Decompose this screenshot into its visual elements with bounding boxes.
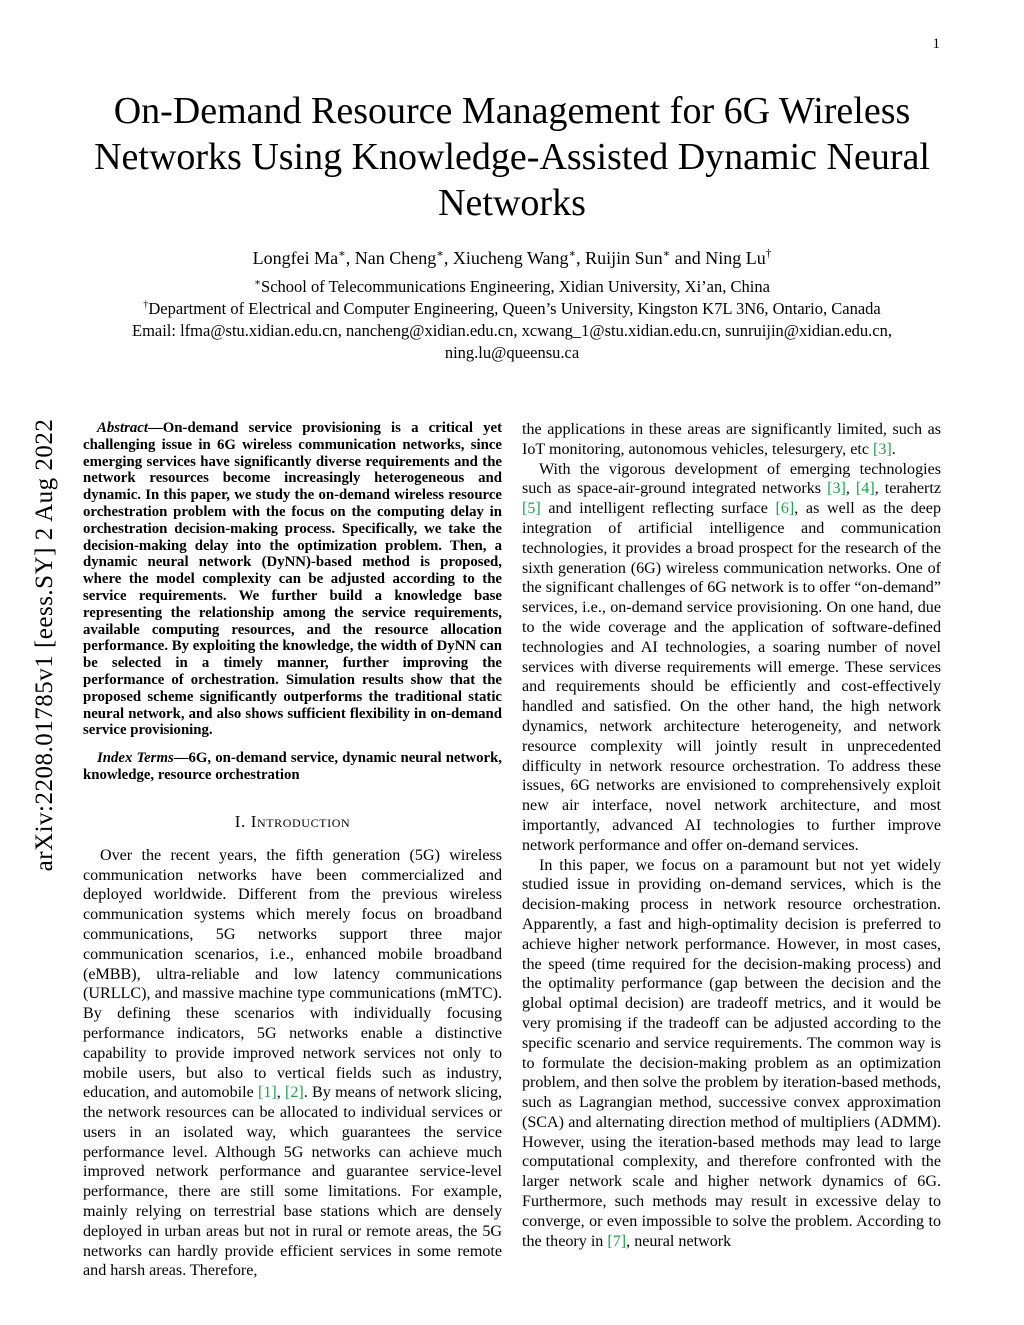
paper-title: On-Demand Resource Management for 6G Wireless Networks Using Knowledge-Assisted Dynamic Neural Networks bbox=[94, 90, 930, 224]
citation-link[interactable]: [5] bbox=[522, 500, 541, 518]
superscript-marker: † bbox=[765, 248, 772, 260]
citation-link[interactable]: [3] bbox=[827, 480, 846, 498]
affiliation-line-1: ∗School of Telecommunications Engineering, Xidian University, Xi’an, China bbox=[254, 277, 770, 296]
two-column-body bbox=[83, 420, 941, 1281]
abstract-label: Abstract bbox=[97, 420, 148, 436]
superscript-marker: ∗ bbox=[254, 277, 262, 289]
citation-link[interactable]: [2] bbox=[285, 1084, 304, 1102]
superscript-marker: ∗ bbox=[338, 248, 346, 260]
author-line: Longfei Ma∗, Nan Cheng∗, Xiucheng Wang∗, Ruijin Sun∗ and Ning Lu† bbox=[252, 248, 772, 268]
index-terms-text: —6G, on-demand service, dynamic neural network, knowledge, resource orchestration bbox=[83, 750, 502, 783]
right-column bbox=[522, 420, 941, 1281]
abstract bbox=[83, 420, 502, 739]
intro-paragraph-2: With the vigorous development of emerging technologies such as space-air-ground integrated networks [3], [4], terahertz [5] and intelligent reflecting surface [6], as well as the deep integration of artificial intelligence and communication technologies, it provides a broad prospect for the research of the sixth generation (6G) wireless communication networks. One of the significant challenges of 6G network is to offer “on-demand” services, i.e., on-demand service provisioning. On one hand, due to the wide coverage and the application of software-defined technologies and AI technologies, a soaring number of novel services with diverse requirements will emerge. These services and requirements should be efficiently and cost-effectively handled and satisfied. On the other hand, the high network dynamics, network architecture heterogeneity, and network resource complexity will jointly result in unprecedented difficulty in network resource orchestration. To address these issues, 6G networks are envisioned to comprehensively exploit new air interface, novel network architecture, and most importantly, advanced AI technologies to further improve network performance and offer on-demand services. bbox=[522, 460, 942, 854]
citation-link[interactable]: [4] bbox=[855, 480, 875, 498]
intro-paragraph-left: Over the recent years, the fifth generation (5G) wireless communication networks have been commercialized and deployed worldwide. Different from the previous wireless communication systems which merely focus on broadband communications, 5G networks support three major communication scenarios, i.e., enhanced mobile broadband (eMBB), ultra-reliable and low latency communications (URLLC), and massive machine type communications (mMTC). By defining these scenarios with individually focusing performance indicators, 5G networks enable a distinctive capability to provide improved network services not only to mobile users, but also to vertical fields such as industry, education, and automobile [1], [2]. By means of network slicing, the network resources can be allocated to individual services or users in an isolated way, which guarantees the service performance level. Although 5G networks can achieve much improved network performance and guarantee service-level performance, there are still some limitations. For example, mainly relying on terrestrial base stations which are densely deployed in urban areas but not in rural or remote areas, the 5G networks can hardly provide efficient services in some remote and harsh areas. Therefore, bbox=[83, 846, 503, 1280]
arxiv-watermark: arXiv:2208.01785v1 [eess.SY] 2 Aug 2022 bbox=[31, 418, 58, 872]
superscript-marker: † bbox=[143, 299, 149, 311]
citation-link[interactable]: [7] bbox=[607, 1232, 627, 1250]
page-number: 1 bbox=[932, 36, 940, 52]
intro-paragraph-3: In this paper, we focus on a paramount but not yet widely studied issue in providing on-demand services, which is the decision-making process in network resource orchestration. Apparently, a fast and high-optimality decision is preferred to achieve higher network performance. However, in most cases, the speed (time required for the decision-making process) and the optimality performance (gap between the decision and the global optimal decision) are tradeoff metrics, and it would be very promising if the tradeoff can be adjusted according to the specific scenario and service requirements. The common way is to formulate the decision-making problem as an optimization problem, and then solve the problem by iteration-based methods, such as Lagrangian method, successive convex approximation (SCA) and alternating direction method of multipliers (ADMM). However, using the iteration-based methods may lead to large computational complexity, and therefore confronted with the larger network scale and higher network dynamics of 6G. Furthermore, such methods may result in excessive delay to converge, or even impossible to solve the problem. According to the theory in [7], neural network bbox=[522, 856, 941, 1250]
index-terms bbox=[83, 750, 502, 784]
email-line: Email: lfma@stu.xidian.edu.cn, nancheng@xidian.edu.cn, xcwang_1@stu.xidian.edu.cn, sunruijin@xidian.edu.cn, ning.lu@queensu.ca bbox=[131, 321, 893, 362]
index-terms-label: Index Terms bbox=[97, 750, 174, 767]
superscript-marker: ∗ bbox=[662, 248, 671, 260]
left-column bbox=[83, 420, 502, 1281]
abstract-text: —On-demand service provisioning is a critical yet challenging issue in 6G wireless communication networks, since emerging services have significantly diverse requirements and the network resources become increasingly heterogeneous and dynamic. In this paper, we study the on-demand wireless resource orchestration problem with the focus on the computing delay in orchestration decision-making process. Specifically, we take the decision-making delay into the optimization problem. Then, a dynamic neural network (DyNN)-based method is proposed, where the model complexity can be adjusted according to the service requirements. We further build a knowledge base representing the relationship among the service requirements, available computing resources, and the resource allocation performance. By exploiting the knowledge, the width of DyNN can be selected in a timely manner, further improving the performance of orchestration. Simulation results show that the proposed scheme significantly outperforms the traditional static neural network, and also shows sufficient flexibility in on-demand service provisioning. bbox=[83, 420, 502, 739]
superscript-marker: ∗ bbox=[436, 248, 444, 260]
citation-link[interactable]: [3] bbox=[873, 440, 892, 458]
paper-content bbox=[83, 88, 941, 1281]
citation-link[interactable]: [6] bbox=[775, 500, 795, 518]
intro-paragraph-continuation: the applications in these areas are significantly limited, such as IoT monitoring, autonomous vehicles, telesurgery, etc [3]. bbox=[522, 421, 941, 458]
citation-link[interactable]: [1] bbox=[257, 1084, 277, 1102]
affiliation-line-2: †Department of Electrical and Computer Engineering, Queen’s University, Kingston K7L 3N6, Ontario, Canada bbox=[143, 299, 881, 318]
section-heading-introduction: I. Introduction bbox=[234, 811, 351, 831]
superscript-marker: ∗ bbox=[568, 248, 577, 260]
